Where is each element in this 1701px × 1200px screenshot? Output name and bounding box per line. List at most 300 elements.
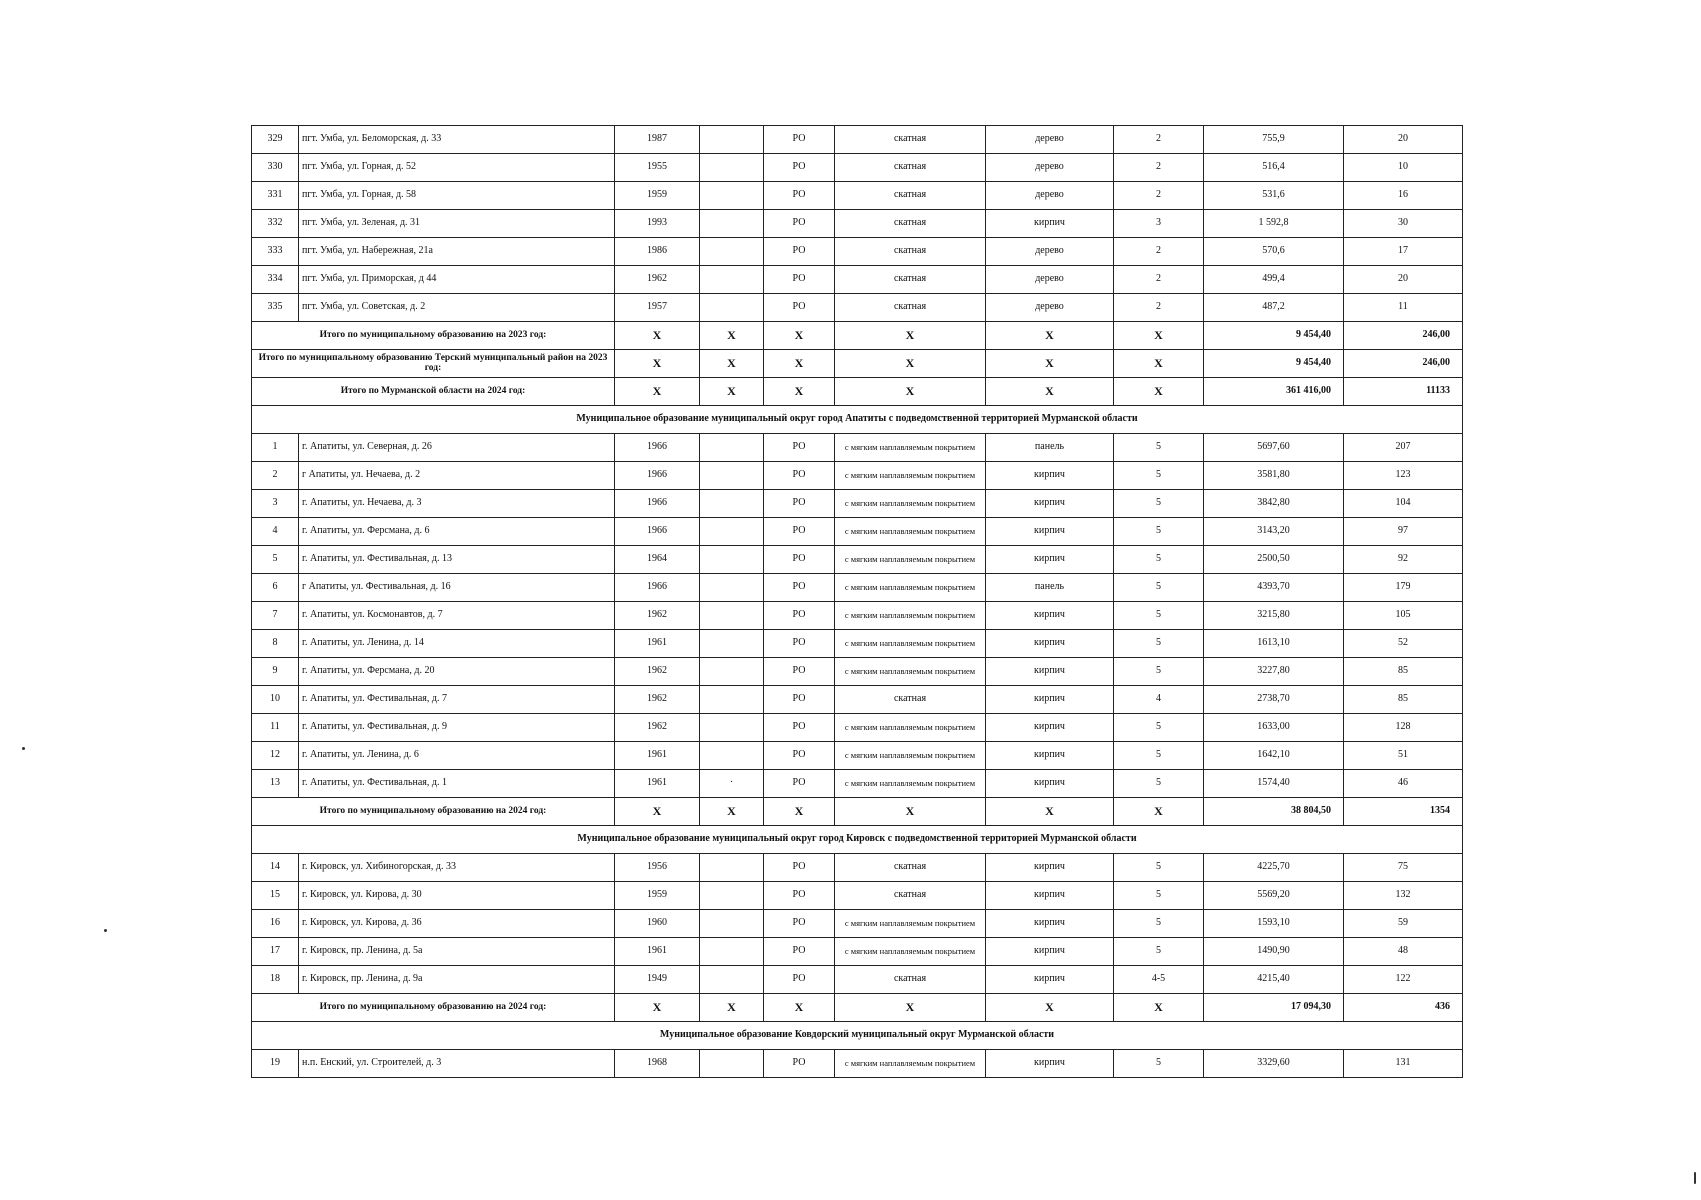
floors-cell: 5 bbox=[1114, 770, 1204, 798]
method-cell: РО bbox=[764, 714, 835, 742]
year-cell: 1966 bbox=[615, 490, 700, 518]
area-cell: 3227,80 bbox=[1204, 658, 1344, 686]
x-mark-cell: X bbox=[700, 994, 764, 1022]
row-number: 14 bbox=[252, 854, 299, 882]
x-mark-cell: X bbox=[986, 994, 1114, 1022]
scan-speck bbox=[104, 929, 107, 932]
total-row bbox=[252, 994, 1463, 1022]
total-residents-cell: 246,00 bbox=[1344, 350, 1463, 378]
area-cell: 1642,10 bbox=[1204, 742, 1344, 770]
row-number: 7 bbox=[252, 602, 299, 630]
row-number: 13 bbox=[252, 770, 299, 798]
address-cell: г. Апатиты, ул. Фестивальная, д. 9 bbox=[299, 714, 615, 742]
table-row bbox=[252, 238, 1463, 266]
row-number: 15 bbox=[252, 882, 299, 910]
roof-type-cell: с мягким наплавляемым покрытием bbox=[835, 1050, 986, 1078]
method-cell: РО bbox=[764, 182, 835, 210]
table-row bbox=[252, 910, 1463, 938]
method-cell: РО bbox=[764, 602, 835, 630]
wall-material-cell: панель bbox=[986, 434, 1114, 462]
area-cell: 3215,80 bbox=[1204, 602, 1344, 630]
year-cell: 1956 bbox=[615, 854, 700, 882]
area-cell: 3143,20 bbox=[1204, 518, 1344, 546]
residents-cell: 30 bbox=[1344, 210, 1463, 238]
row-number: 6 bbox=[252, 574, 299, 602]
method-cell: РО bbox=[764, 966, 835, 994]
year-cell: 1962 bbox=[615, 658, 700, 686]
residents-cell: 51 bbox=[1344, 742, 1463, 770]
empty-cell bbox=[700, 154, 764, 182]
method-cell: РО bbox=[764, 938, 835, 966]
total-row bbox=[252, 322, 1463, 350]
year-cell: 1966 bbox=[615, 574, 700, 602]
method-cell: РО bbox=[764, 266, 835, 294]
address-cell: г. Кировск, пр. Ленина, д. 9а bbox=[299, 966, 615, 994]
row-number: 2 bbox=[252, 462, 299, 490]
area-cell: 4393,70 bbox=[1204, 574, 1344, 602]
wall-material-cell: кирпич bbox=[986, 462, 1114, 490]
area-cell: 3842,80 bbox=[1204, 490, 1344, 518]
table-row bbox=[252, 546, 1463, 574]
x-mark-cell: X bbox=[1114, 994, 1204, 1022]
floors-cell: 2 bbox=[1114, 238, 1204, 266]
floors-cell: 2 bbox=[1114, 266, 1204, 294]
empty-cell bbox=[700, 574, 764, 602]
method-cell: РО bbox=[764, 154, 835, 182]
residents-cell: 85 bbox=[1344, 658, 1463, 686]
floors-cell: 5 bbox=[1114, 658, 1204, 686]
floors-cell: 5 bbox=[1114, 882, 1204, 910]
floors-cell: 5 bbox=[1114, 910, 1204, 938]
area-cell: 1574,40 bbox=[1204, 770, 1344, 798]
residents-cell: 132 bbox=[1344, 882, 1463, 910]
empty-cell bbox=[700, 294, 764, 322]
floors-cell: 5 bbox=[1114, 462, 1204, 490]
method-cell: РО bbox=[764, 294, 835, 322]
address-cell: г. Кировск, ул. Хибиногорская, д. 33 bbox=[299, 854, 615, 882]
wall-material-cell: дерево bbox=[986, 238, 1114, 266]
address-cell: г. Апатиты, ул. Ленина, д. 14 bbox=[299, 630, 615, 658]
empty-cell bbox=[700, 882, 764, 910]
row-number: 11 bbox=[252, 714, 299, 742]
empty-cell bbox=[700, 686, 764, 714]
total-label: Итого по Мурманской области на 2024 год: bbox=[252, 378, 615, 406]
roof-type-cell: с мягким наплавляемым покрытием bbox=[835, 630, 986, 658]
residents-cell: 59 bbox=[1344, 910, 1463, 938]
method-cell: РО bbox=[764, 1050, 835, 1078]
address-cell: г. Апатиты, ул. Ферсмана, д. 20 bbox=[299, 658, 615, 686]
x-mark-cell: X bbox=[1114, 350, 1204, 378]
x-mark-cell: X bbox=[700, 322, 764, 350]
address-cell: пгт. Умба, ул. Зеленая, д. 31 bbox=[299, 210, 615, 238]
x-mark-cell: X bbox=[764, 798, 835, 826]
x-mark-cell: X bbox=[1114, 798, 1204, 826]
empty-cell bbox=[700, 518, 764, 546]
area-cell: 4215,40 bbox=[1204, 966, 1344, 994]
year-cell: 1957 bbox=[615, 294, 700, 322]
roof-type-cell: скатная bbox=[835, 266, 986, 294]
section-header-row bbox=[252, 1022, 1463, 1050]
year-cell: 1987 bbox=[615, 126, 700, 154]
method-cell: РО bbox=[764, 518, 835, 546]
floors-cell: 5 bbox=[1114, 546, 1204, 574]
roof-type-cell: с мягким наплавляемым покрытием bbox=[835, 742, 986, 770]
x-mark-cell: X bbox=[835, 378, 986, 406]
roof-type-cell: скатная bbox=[835, 882, 986, 910]
area-cell: 2500,50 bbox=[1204, 546, 1344, 574]
year-cell: 1949 bbox=[615, 966, 700, 994]
section-header-row bbox=[252, 406, 1463, 434]
table-row bbox=[252, 490, 1463, 518]
roof-type-cell: с мягким наплавляемым покрытием bbox=[835, 770, 986, 798]
area-cell: 1490,90 bbox=[1204, 938, 1344, 966]
residents-cell: 105 bbox=[1344, 602, 1463, 630]
empty-cell bbox=[700, 630, 764, 658]
address-cell: г. Апатиты, ул. Ферсмана, д. 6 bbox=[299, 518, 615, 546]
wall-material-cell: кирпич bbox=[986, 770, 1114, 798]
empty-cell bbox=[700, 182, 764, 210]
x-mark-cell: X bbox=[700, 378, 764, 406]
table-row bbox=[252, 854, 1463, 882]
residents-cell: 20 bbox=[1344, 126, 1463, 154]
method-cell: РО bbox=[764, 854, 835, 882]
floors-cell: 4 bbox=[1114, 686, 1204, 714]
x-mark-cell: X bbox=[700, 798, 764, 826]
wall-material-cell: кирпич bbox=[986, 210, 1114, 238]
year-cell: 1959 bbox=[615, 182, 700, 210]
x-mark-cell: X bbox=[615, 350, 700, 378]
year-cell: 1962 bbox=[615, 602, 700, 630]
area-cell: 570,6 bbox=[1204, 238, 1344, 266]
row-number: 18 bbox=[252, 966, 299, 994]
method-cell: РО bbox=[764, 742, 835, 770]
residents-cell: 123 bbox=[1344, 462, 1463, 490]
x-mark-cell: X bbox=[986, 350, 1114, 378]
row-number: 10 bbox=[252, 686, 299, 714]
table-row bbox=[252, 266, 1463, 294]
empty-cell bbox=[700, 238, 764, 266]
wall-material-cell: кирпич bbox=[986, 938, 1114, 966]
residents-cell: 122 bbox=[1344, 966, 1463, 994]
year-cell: 1962 bbox=[615, 714, 700, 742]
address-cell: пгт. Умба, ул. Горная, д. 58 bbox=[299, 182, 615, 210]
address-cell: г. Апатиты, ул. Фестивальная, д. 7 bbox=[299, 686, 615, 714]
total-residents-cell: 1354 bbox=[1344, 798, 1463, 826]
wall-material-cell: панель bbox=[986, 574, 1114, 602]
area-cell: 2738,70 bbox=[1204, 686, 1344, 714]
scan-speck bbox=[22, 747, 25, 750]
total-row bbox=[252, 798, 1463, 826]
empty-cell bbox=[700, 210, 764, 238]
wall-material-cell: кирпич bbox=[986, 686, 1114, 714]
residents-cell: 16 bbox=[1344, 182, 1463, 210]
row-number: 334 bbox=[252, 266, 299, 294]
row-number: 331 bbox=[252, 182, 299, 210]
empty-cell bbox=[700, 266, 764, 294]
area-cell: 1613,10 bbox=[1204, 630, 1344, 658]
total-label: Итого по муниципальному образованию на 2023 год: bbox=[252, 322, 615, 350]
table-row bbox=[252, 126, 1463, 154]
table-row bbox=[252, 210, 1463, 238]
residents-cell: 17 bbox=[1344, 238, 1463, 266]
x-mark-cell: X bbox=[764, 350, 835, 378]
empty-cell: · bbox=[700, 770, 764, 798]
floors-cell: 2 bbox=[1114, 126, 1204, 154]
roof-type-cell: с мягким наплавляемым покрытием bbox=[835, 490, 986, 518]
row-number: 330 bbox=[252, 154, 299, 182]
row-number: 329 bbox=[252, 126, 299, 154]
roof-type-cell: с мягким наплавляемым покрытием bbox=[835, 574, 986, 602]
method-cell: РО bbox=[764, 770, 835, 798]
roof-type-cell: скатная bbox=[835, 854, 986, 882]
x-mark-cell: X bbox=[1114, 322, 1204, 350]
year-cell: 1960 bbox=[615, 910, 700, 938]
area-cell: 1593,10 bbox=[1204, 910, 1344, 938]
empty-cell bbox=[700, 462, 764, 490]
table-row bbox=[252, 686, 1463, 714]
x-mark-cell: X bbox=[986, 378, 1114, 406]
residents-cell: 75 bbox=[1344, 854, 1463, 882]
housing-register-table bbox=[251, 125, 1463, 1078]
table-row bbox=[252, 434, 1463, 462]
area-cell: 487,2 bbox=[1204, 294, 1344, 322]
x-mark-cell: X bbox=[764, 322, 835, 350]
scan-speck bbox=[1694, 1172, 1696, 1184]
table-row bbox=[252, 574, 1463, 602]
row-number: 17 bbox=[252, 938, 299, 966]
floors-cell: 5 bbox=[1114, 490, 1204, 518]
wall-material-cell: кирпич bbox=[986, 658, 1114, 686]
year-cell: 1986 bbox=[615, 238, 700, 266]
residents-cell: 128 bbox=[1344, 714, 1463, 742]
address-cell: г Апатиты, ул. Нечаева, д. 2 bbox=[299, 462, 615, 490]
method-cell: РО bbox=[764, 462, 835, 490]
row-number: 333 bbox=[252, 238, 299, 266]
x-mark-cell: X bbox=[1114, 378, 1204, 406]
address-cell: пгт. Умба, ул. Набережная, 21а bbox=[299, 238, 615, 266]
year-cell: 1968 bbox=[615, 1050, 700, 1078]
floors-cell: 3 bbox=[1114, 210, 1204, 238]
x-mark-cell: X bbox=[615, 994, 700, 1022]
floors-cell: 2 bbox=[1114, 154, 1204, 182]
total-label: Итого по муниципальному образованию Терский муниципальный район на 2023 год: bbox=[252, 350, 615, 378]
area-cell: 1 592,8 bbox=[1204, 210, 1344, 238]
wall-material-cell: дерево bbox=[986, 294, 1114, 322]
row-number: 12 bbox=[252, 742, 299, 770]
roof-type-cell: скатная bbox=[835, 294, 986, 322]
empty-cell bbox=[700, 910, 764, 938]
total-area-cell: 361 416,00 bbox=[1204, 378, 1344, 406]
x-mark-cell: X bbox=[986, 322, 1114, 350]
area-cell: 516,4 bbox=[1204, 154, 1344, 182]
floors-cell: 4-5 bbox=[1114, 966, 1204, 994]
table-row bbox=[252, 518, 1463, 546]
area-cell: 531,6 bbox=[1204, 182, 1344, 210]
year-cell: 1961 bbox=[615, 742, 700, 770]
year-cell: 1962 bbox=[615, 686, 700, 714]
address-cell: пгт. Умба, ул. Беломорская, д. 33 bbox=[299, 126, 615, 154]
floors-cell: 5 bbox=[1114, 574, 1204, 602]
roof-type-cell: с мягким наплавляемым покрытием bbox=[835, 714, 986, 742]
roof-type-cell: скатная bbox=[835, 686, 986, 714]
residents-cell: 92 bbox=[1344, 546, 1463, 574]
row-number: 4 bbox=[252, 518, 299, 546]
wall-material-cell: дерево bbox=[986, 126, 1114, 154]
empty-cell bbox=[700, 602, 764, 630]
address-cell: г. Апатиты, ул. Фестивальная, д. 13 bbox=[299, 546, 615, 574]
residents-cell: 52 bbox=[1344, 630, 1463, 658]
table-row bbox=[252, 602, 1463, 630]
floors-cell: 5 bbox=[1114, 854, 1204, 882]
method-cell: РО bbox=[764, 882, 835, 910]
year-cell: 1961 bbox=[615, 630, 700, 658]
empty-cell bbox=[700, 854, 764, 882]
empty-cell bbox=[700, 966, 764, 994]
method-cell: РО bbox=[764, 434, 835, 462]
residents-cell: 97 bbox=[1344, 518, 1463, 546]
table-row bbox=[252, 462, 1463, 490]
wall-material-cell: кирпич bbox=[986, 882, 1114, 910]
wall-material-cell: кирпич bbox=[986, 546, 1114, 574]
wall-material-cell: кирпич bbox=[986, 854, 1114, 882]
residents-cell: 20 bbox=[1344, 266, 1463, 294]
row-number: 1 bbox=[252, 434, 299, 462]
wall-material-cell: дерево bbox=[986, 154, 1114, 182]
section-title: Муниципальное образование муниципальный округ город Кировск с подведомственной территорией Мурманской области bbox=[252, 826, 1463, 854]
x-mark-cell: X bbox=[615, 322, 700, 350]
table-body bbox=[252, 126, 1463, 1078]
roof-type-cell: скатная bbox=[835, 966, 986, 994]
table-row bbox=[252, 966, 1463, 994]
address-cell: г Апатиты, ул. Фестивальная, д. 16 bbox=[299, 574, 615, 602]
method-cell: РО bbox=[764, 686, 835, 714]
table-row bbox=[252, 714, 1463, 742]
wall-material-cell: кирпич bbox=[986, 714, 1114, 742]
address-cell: г. Апатиты, ул. Нечаева, д. 3 bbox=[299, 490, 615, 518]
wall-material-cell: кирпич bbox=[986, 490, 1114, 518]
section-header-row bbox=[252, 826, 1463, 854]
address-cell: пгт. Умба, ул. Горная, д. 52 bbox=[299, 154, 615, 182]
roof-type-cell: с мягким наплавляемым покрытием bbox=[835, 938, 986, 966]
row-number: 5 bbox=[252, 546, 299, 574]
method-cell: РО bbox=[764, 210, 835, 238]
address-cell: г. Апатиты, ул. Ленина, д. 6 bbox=[299, 742, 615, 770]
year-cell: 1961 bbox=[615, 938, 700, 966]
address-cell: г. Апатиты, ул. Северная, д. 26 bbox=[299, 434, 615, 462]
method-cell: РО bbox=[764, 238, 835, 266]
wall-material-cell: кирпич bbox=[986, 630, 1114, 658]
address-cell: г. Апатиты, ул. Космонавтов, д. 7 bbox=[299, 602, 615, 630]
total-residents-cell: 436 bbox=[1344, 994, 1463, 1022]
table-row bbox=[252, 154, 1463, 182]
x-mark-cell: X bbox=[615, 798, 700, 826]
x-mark-cell: X bbox=[835, 798, 986, 826]
residents-cell: 131 bbox=[1344, 1050, 1463, 1078]
roof-type-cell: скатная bbox=[835, 182, 986, 210]
section-title: Муниципальное образование муниципальный округ город Апатиты с подведомственной территорией Мурманской области bbox=[252, 406, 1463, 434]
x-mark-cell: X bbox=[764, 994, 835, 1022]
year-cell: 1955 bbox=[615, 154, 700, 182]
address-cell: пгт. Умба, ул. Приморская, д 44 bbox=[299, 266, 615, 294]
wall-material-cell: кирпич bbox=[986, 1050, 1114, 1078]
year-cell: 1959 bbox=[615, 882, 700, 910]
total-residents-cell: 11133 bbox=[1344, 378, 1463, 406]
address-cell: н.п. Енский, ул. Строителей, д. 3 bbox=[299, 1050, 615, 1078]
roof-type-cell: скатная bbox=[835, 154, 986, 182]
row-number: 335 bbox=[252, 294, 299, 322]
method-cell: РО bbox=[764, 490, 835, 518]
floors-cell: 5 bbox=[1114, 434, 1204, 462]
table-row bbox=[252, 658, 1463, 686]
roof-type-cell: с мягким наплавляемым покрытием bbox=[835, 546, 986, 574]
year-cell: 1961 bbox=[615, 770, 700, 798]
roof-type-cell: скатная bbox=[835, 210, 986, 238]
area-cell: 499,4 bbox=[1204, 266, 1344, 294]
wall-material-cell: дерево bbox=[986, 266, 1114, 294]
roof-type-cell: с мягким наплавляемым покрытием bbox=[835, 518, 986, 546]
year-cell: 1964 bbox=[615, 546, 700, 574]
x-mark-cell: X bbox=[764, 378, 835, 406]
wall-material-cell: кирпич bbox=[986, 910, 1114, 938]
address-cell: г. Кировск, ул. Кирова, д. 30 bbox=[299, 882, 615, 910]
method-cell: РО bbox=[764, 126, 835, 154]
x-mark-cell: X bbox=[700, 350, 764, 378]
roof-type-cell: скатная bbox=[835, 238, 986, 266]
empty-cell bbox=[700, 742, 764, 770]
row-number: 8 bbox=[252, 630, 299, 658]
wall-material-cell: кирпич bbox=[986, 518, 1114, 546]
floors-cell: 5 bbox=[1114, 938, 1204, 966]
floors-cell: 5 bbox=[1114, 714, 1204, 742]
x-mark-cell: X bbox=[835, 350, 986, 378]
floors-cell: 5 bbox=[1114, 742, 1204, 770]
method-cell: РО bbox=[764, 910, 835, 938]
roof-type-cell: с мягким наплавляемым покрытием bbox=[835, 910, 986, 938]
residents-cell: 179 bbox=[1344, 574, 1463, 602]
x-mark-cell: X bbox=[986, 798, 1114, 826]
method-cell: РО bbox=[764, 630, 835, 658]
floors-cell: 2 bbox=[1114, 294, 1204, 322]
address-cell: пгт. Умба, ул. Советская, д. 2 bbox=[299, 294, 615, 322]
residents-cell: 104 bbox=[1344, 490, 1463, 518]
total-label: Итого по муниципальному образованию на 2024 год: bbox=[252, 798, 615, 826]
total-area-cell: 38 804,50 bbox=[1204, 798, 1344, 826]
address-cell: г. Кировск, ул. Кирова, д. 36 bbox=[299, 910, 615, 938]
table-row bbox=[252, 630, 1463, 658]
x-mark-cell: X bbox=[615, 378, 700, 406]
total-label: Итого по муниципальному образованию на 2024 год: bbox=[252, 994, 615, 1022]
empty-cell bbox=[700, 126, 764, 154]
total-area-cell: 9 454,40 bbox=[1204, 322, 1344, 350]
row-number: 16 bbox=[252, 910, 299, 938]
table-row bbox=[252, 1050, 1463, 1078]
roof-type-cell: с мягким наплавляемым покрытием bbox=[835, 462, 986, 490]
floors-cell: 5 bbox=[1114, 602, 1204, 630]
empty-cell bbox=[700, 1050, 764, 1078]
residents-cell: 207 bbox=[1344, 434, 1463, 462]
roof-type-cell: с мягким наплавляемым покрытием bbox=[835, 434, 986, 462]
residents-cell: 46 bbox=[1344, 770, 1463, 798]
residents-cell: 85 bbox=[1344, 686, 1463, 714]
wall-material-cell: кирпич bbox=[986, 602, 1114, 630]
total-area-cell: 9 454,40 bbox=[1204, 350, 1344, 378]
year-cell: 1966 bbox=[615, 518, 700, 546]
year-cell: 1962 bbox=[615, 266, 700, 294]
year-cell: 1993 bbox=[615, 210, 700, 238]
area-cell: 5569,20 bbox=[1204, 882, 1344, 910]
area-cell: 1633,00 bbox=[1204, 714, 1344, 742]
section-title: Муниципальное образование Ковдорский муниципальный округ Мурманской области bbox=[252, 1022, 1463, 1050]
